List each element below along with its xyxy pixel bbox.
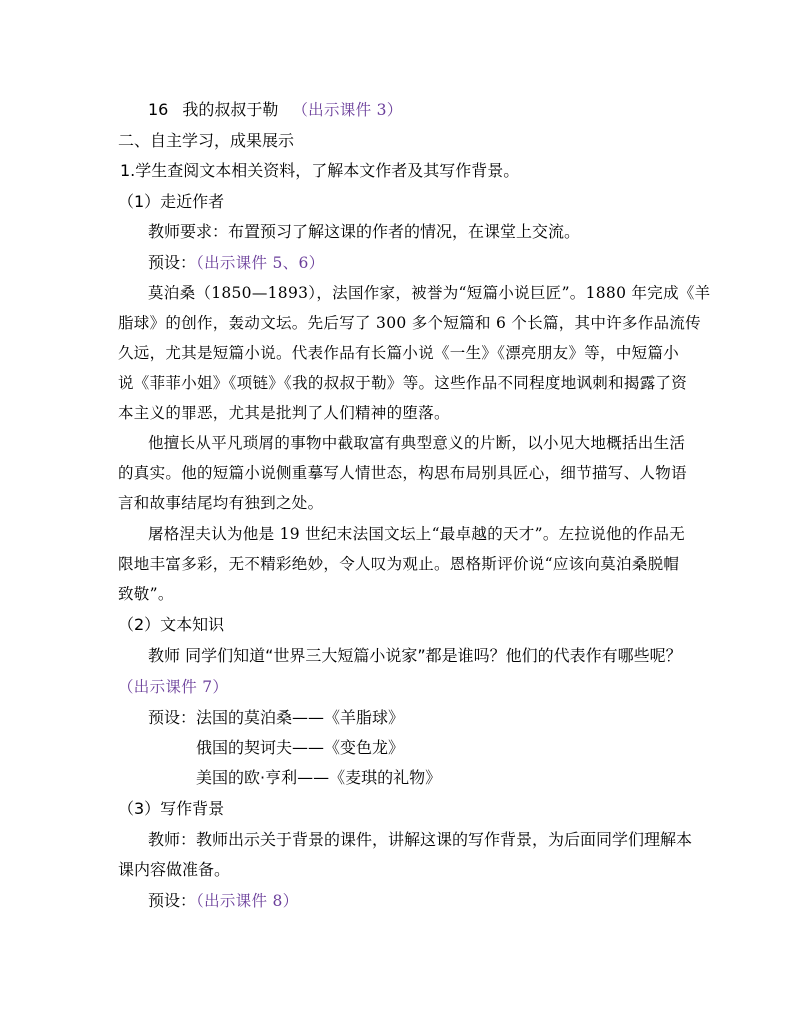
sub-heading-author: （1）走近作者 bbox=[118, 192, 225, 211]
sub-heading-knowledge: （2）文本知识 bbox=[118, 615, 225, 634]
courseware-note: （出示课件 5、6） bbox=[196, 254, 325, 272]
lesson-number: 16 bbox=[148, 100, 169, 119]
courseware-note: （出示课件 7） bbox=[118, 678, 229, 696]
item-1: 1.学生查阅文本相关资料，了解本文作者及其写作背景。 bbox=[120, 161, 520, 180]
paragraph-line: 本主义的罪恶，尤其是批判了人们精神的堕落。 bbox=[118, 404, 450, 422]
paragraph-line: 言和故事结尾均有独到之处。 bbox=[118, 494, 324, 512]
lesson-title-text: 我的叔叔于勒 bbox=[182, 100, 279, 119]
courseware-note: （出示课件 3） bbox=[292, 101, 403, 119]
author-item: 法国的莫泊桑——《羊脂球》 bbox=[196, 708, 405, 727]
paragraph-line: 久远，尤其是短篇小说。代表作品有长篇小说《一生》《漂亮朋友》等，中短篇小 bbox=[118, 344, 680, 362]
preset-label: 预设： bbox=[148, 891, 197, 910]
section-heading: 二、自主学习，成果展示 bbox=[118, 131, 295, 150]
sub-heading-background: （3）写作背景 bbox=[118, 799, 225, 818]
preset-label: 预设： bbox=[148, 253, 197, 272]
paragraph-line: 屠格涅夫认为他是 19 世纪末法国文坛上“最卓越的天才”。左拉说他的作品无 bbox=[148, 525, 686, 543]
preset-line bbox=[148, 253, 324, 273]
paragraph-line: 致敬”。 bbox=[118, 585, 174, 603]
teacher-background: 教师：教师出示关于背景的课件，讲解这课的写作背景，为后面同学们理解本 bbox=[148, 830, 693, 849]
courseware-note: （出示课件 8） bbox=[196, 892, 299, 910]
paragraph-line: 他擅长从平凡琐屑的事物中截取富有典型意义的片断，以小见大地概括出生活 bbox=[148, 434, 686, 452]
preset-label: 预设： bbox=[148, 708, 197, 727]
paragraph-line: 的真实。他的短篇小说侧重摹写人情世态，构思布局别具匠心，细节描写、人物语 bbox=[118, 464, 687, 482]
author-item: 俄国的契诃夫——《变色龙》 bbox=[196, 738, 405, 757]
teacher-requirement: 教师要求：布置预习了解这课的作者的情况，在课堂上交流。 bbox=[148, 222, 581, 241]
preset-line bbox=[148, 891, 298, 911]
paragraph-line: 脂球》的创作，轰动文坛。先后写了 300 多个短篇和 6 个长篇，其中许多作品流传 bbox=[118, 314, 701, 332]
author-item: 美国的欧·亨利——《麦琪的礼物》 bbox=[196, 768, 442, 787]
teacher-background: 课内容做准备。 bbox=[118, 860, 231, 879]
preset-line bbox=[148, 708, 404, 728]
lesson-title bbox=[148, 100, 403, 120]
paragraph-line: 限地丰富多彩，无不精彩绝妙，令人叹为观止。恩格斯评价说“应该向莫泊桑脱帽 bbox=[118, 555, 680, 573]
paragraph-line: 说《菲菲小姐》《项链》《我的叔叔于勒》等。这些作品不同程度地讽刺和揭露了资 bbox=[118, 374, 688, 392]
teacher-question: 教师 同学们知道“世界三大短篇小说家”都是谁吗？他们的代表作有哪些呢？ bbox=[148, 646, 682, 665]
paragraph-line: 莫泊桑（1850—1893），法国作家，被誉为“短篇小说巨匠”。1880 年完成《羊 bbox=[148, 284, 711, 302]
